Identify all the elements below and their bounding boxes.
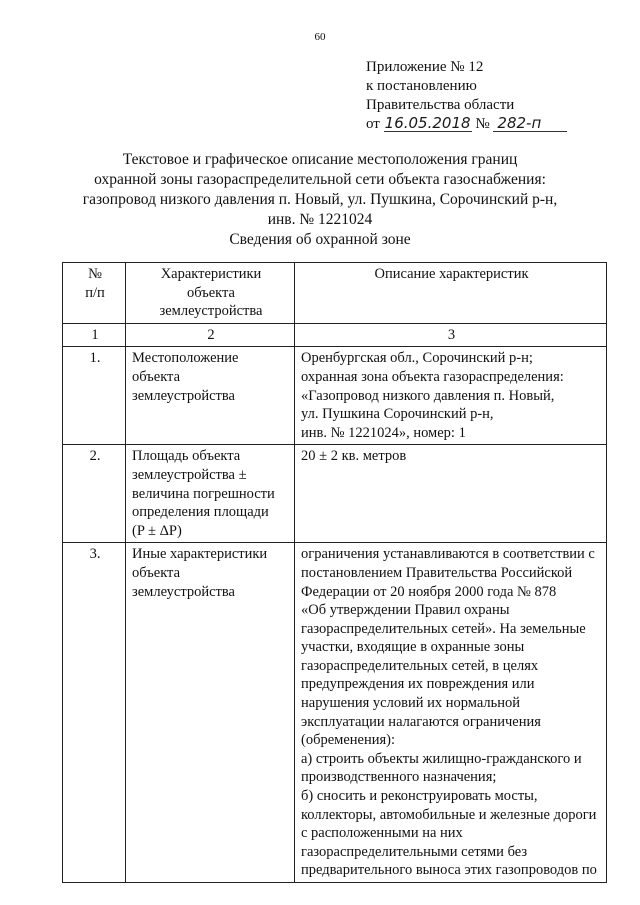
- row-characteristic: Иные характеристики объекта землеустройства: [126, 543, 295, 883]
- title-line-3: газопровод низкого давления п. Новый, ул. Пушкина, Сорочинский р-н,: [82, 191, 558, 208]
- row-description: 20 ± 2 кв. метров: [295, 445, 607, 543]
- appendix-date-line: [366, 115, 567, 134]
- index-cell-2: 2: [126, 323, 295, 347]
- title-line-4: инв. № 1221024: [267, 211, 373, 228]
- title-line-1: Текстовое и графическое описание местоположения границ: [122, 151, 518, 168]
- header-characteristics: Характеристики объекта землеустройства: [126, 263, 295, 324]
- handwritten-number: 282-п: [493, 115, 567, 132]
- title-line-2: охранной зоны газораспределительной сети объекта газоснабжения:: [94, 171, 546, 188]
- appendix-line-3: Правительства области: [366, 97, 515, 113]
- appendix-line-2: к постановлению: [366, 78, 477, 94]
- section-subtitle: Сведения об охранной зоне: [229, 231, 411, 248]
- table-row: [63, 445, 607, 543]
- document-title: [60, 150, 580, 230]
- row-characteristic: Местоположение объекта землеустройства: [126, 347, 295, 445]
- index-cell-3: 3: [295, 323, 607, 347]
- row-description: Оренбургская обл., Сорочинский р-н; охранная зона объекта газораспределения: «Газопровод низкого давления п. Новый, ул. Пушкина Сорочинский р-н, инв. № 1221024», номер: 1: [295, 347, 607, 445]
- header-description: Описание характеристик: [295, 263, 607, 324]
- table-index-row: [63, 323, 607, 347]
- index-cell-1: 1: [63, 323, 126, 347]
- header-num: № п/п: [63, 263, 126, 324]
- row-number: 2.: [63, 445, 126, 543]
- table-row: [63, 543, 607, 883]
- protection-zone-table: [62, 262, 607, 883]
- handwritten-date: 16.05.2018: [384, 114, 471, 132]
- table-header-row: [63, 263, 607, 324]
- page-number: 60: [314, 31, 326, 43]
- appendix-line-1: Приложение № 12: [366, 59, 484, 75]
- row-description: ограничения устанавливаются в соответствии с постановлением Правительства Российской Федерации от 20 ноября 2000 года № 878 «Об утверждении Правил охраны газораспределительных сетей». На земельные участки, входящие в охранные зоны газораспределительных сетей, в целях предупреждения их повреждения или нарушения условий их нормальной эксплуатации налагаются ограничения (обременения): а) строить объекты жилищно-гражданского и производственного назначения; б) сносить и реконструировать мосты, коллекторы, автомобильные и железные дороги с расположенными на них газораспределительными сетями без предварительного выноса этих газопроводов по: [295, 543, 607, 883]
- table-row: [63, 347, 607, 445]
- row-number: 1.: [63, 347, 126, 445]
- date-prefix: от: [366, 116, 380, 132]
- appendix-block: [366, 58, 567, 134]
- number-sign: №: [475, 116, 490, 132]
- row-number: 3.: [63, 543, 126, 883]
- row-characteristic: Площадь объекта землеустройства ± величина погрешности определения площади (P ± ΔP): [126, 445, 295, 543]
